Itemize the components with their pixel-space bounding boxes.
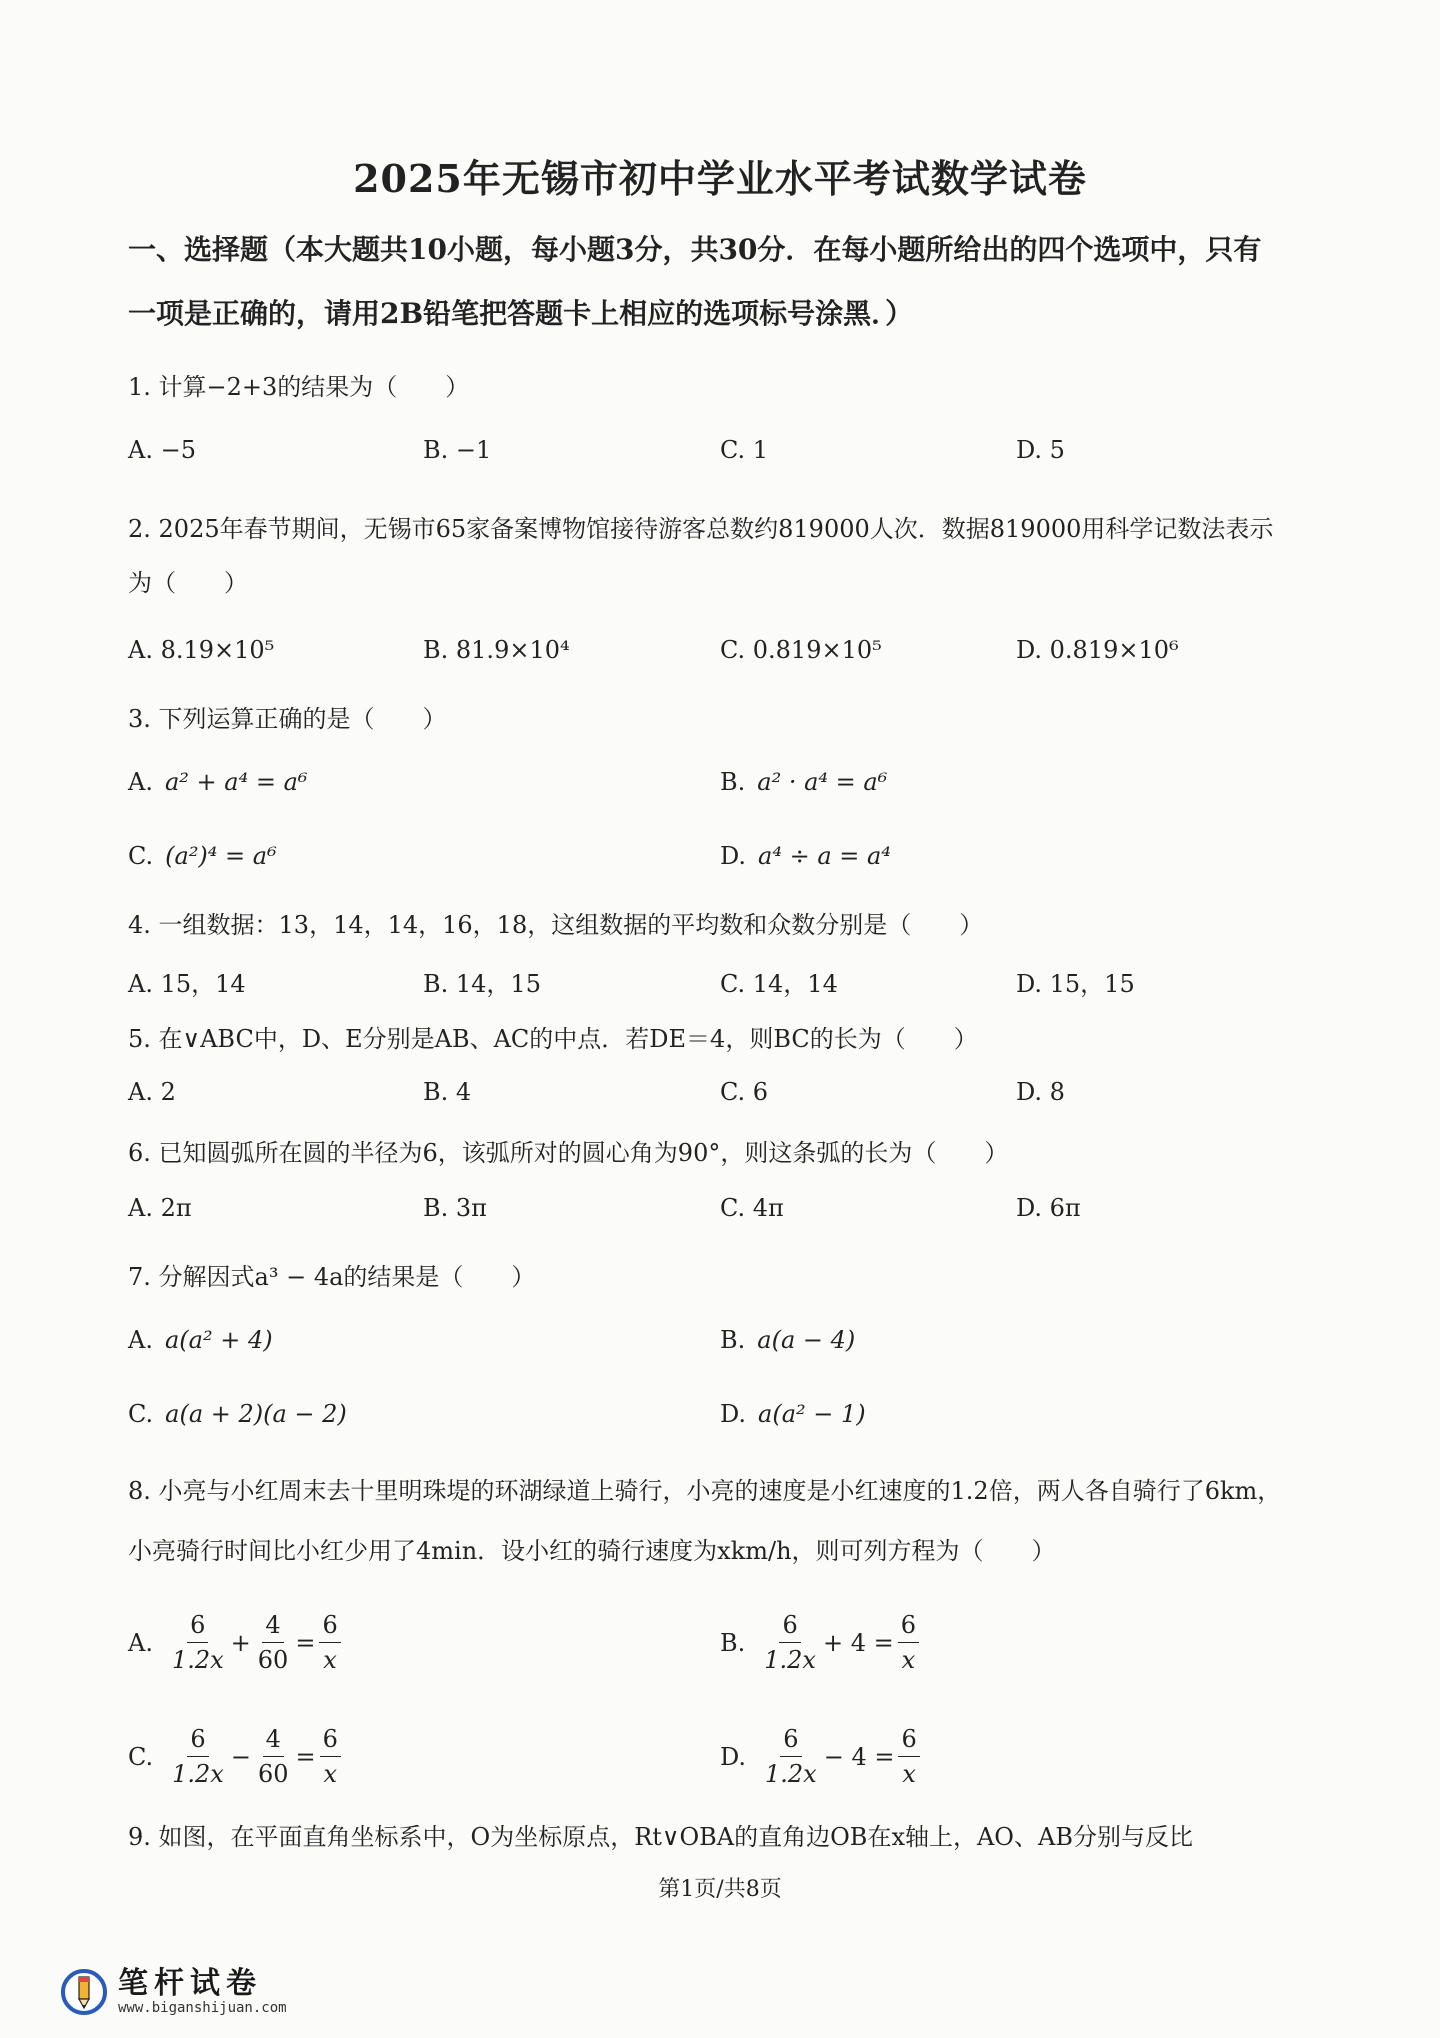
page-footer: 第1页/共8页: [658, 1877, 782, 1902]
option-d: D. 5: [1016, 436, 1065, 464]
option-expression: a(a² − 1): [758, 1400, 866, 1428]
exam-title: 2025年无锡市初中学业水平考试数学试卷: [353, 156, 1087, 201]
option-label: A.: [128, 1628, 153, 1657]
brand-url: www.biganshijuan.com: [118, 2000, 287, 2016]
option-expression: a(a² + 4): [164, 1326, 273, 1354]
option-label: B.: [720, 1628, 746, 1657]
operator: −: [230, 1742, 251, 1771]
option-a: A. −5: [128, 436, 196, 464]
question-1-stem: 1. 计算−2+3的结果为（ ）: [128, 373, 470, 401]
option-label: B.: [720, 1326, 746, 1354]
question-5-options: [128, 1078, 1328, 1128]
option-c: [128, 1400, 347, 1428]
option-label: D.: [720, 1400, 747, 1428]
option-a: A. 2π: [128, 1194, 192, 1222]
option-d: D. 15，15: [1016, 970, 1135, 998]
question-4-stem: 4. 一组数据：13，14，14，16，18，这组数据的平均数和众数分别是（ ）: [128, 911, 984, 939]
option-label: C.: [128, 842, 154, 870]
fraction: $\frac{4}{60}$: [255, 1722, 292, 1791]
option-label: C.: [128, 1400, 154, 1428]
option-expression: a(a − 4): [757, 1326, 856, 1354]
fraction: $\frac{6}{x}$: [898, 1608, 919, 1677]
option-a: [128, 768, 308, 796]
fraction: $\frac{6}{1.2x}$: [762, 1722, 820, 1791]
brand-text: [118, 1968, 287, 2016]
question-2-stem-line2: 为（ ）: [128, 569, 248, 597]
fraction: $\frac{6}{1.2x}$: [169, 1608, 227, 1677]
section-heading-line2: 一项是正确的，请用2B铅笔把答题卡上相应的选项标号涂黑．）: [128, 297, 914, 330]
option-d: D. 0.819×10⁶: [1016, 636, 1179, 664]
operator: =: [295, 1628, 316, 1657]
question-8-stem-line1: 8. 小亮与小红周末去十里明珠堤的环湖绿道上骑行，小亮的速度是小红速度的1.2倍，两人各自骑行了6km，: [128, 1477, 1282, 1505]
question-5-stem: 5. 在∨ABC中，D、E分别是AB、AC的中点．若DE＝4，则BC的长为（ ）: [128, 1025, 978, 1053]
question-2-stem-line1: 2. 2025年春节期间，无锡市65家备案博物馆接待游客总数约819000人次．数据819000用科学记数法表示: [128, 515, 1274, 543]
section-heading-line1: 一、选择题（本大题共10小题，每小题3分，共30分．在每小题所给出的四个选项中，只有: [128, 233, 1262, 266]
option-c: C. 14，14: [720, 970, 838, 998]
question-7-options-row2: [128, 1400, 1328, 1450]
question-3-options-row2: [128, 842, 1328, 892]
option-c: C. 0.819×10⁵: [720, 636, 882, 664]
option-label: B.: [720, 768, 746, 796]
option-d: D. 8: [1016, 1078, 1065, 1106]
question-9-stem: 9. 如图，在平面直角坐标系中，O为坐标原点，Rt∨OBA的直角边OB在x轴上，AO、AB分别与反比: [128, 1823, 1193, 1851]
operator: − 4 =: [823, 1742, 895, 1771]
option-b: [720, 1326, 855, 1354]
fraction: $\frac{6}{x}$: [320, 1722, 341, 1791]
fraction: $\frac{4}{60}$: [255, 1608, 292, 1677]
option-b: B. 4: [423, 1078, 472, 1106]
option-d: [720, 1400, 866, 1428]
option-b: B. −1: [423, 436, 492, 464]
option-c: C. 1: [720, 436, 769, 464]
option-label: D.: [720, 842, 747, 870]
option-c: [128, 842, 277, 870]
option-label: C.: [128, 1742, 154, 1771]
option-label: A.: [128, 1326, 153, 1354]
option-b: B. 3π: [423, 1194, 487, 1222]
question-8-options-row2: [128, 1722, 1328, 1802]
option-a: [128, 1326, 273, 1354]
question-7-stem: 7. 分解因式a³ − 4a的结果是（ ）: [128, 1263, 536, 1291]
option-a: [128, 1608, 345, 1677]
brand-name: 笔杆试卷: [118, 1966, 262, 2001]
fraction: $\frac{6}{1.2x}$: [761, 1608, 819, 1677]
question-7-options-row1: [128, 1326, 1328, 1376]
option-a: A. 8.19×10⁵: [128, 636, 275, 664]
option-expression: a² + a⁴ = a⁶: [164, 768, 308, 796]
question-8-options-row1: [128, 1608, 1328, 1688]
option-expression: a(a + 2)(a − 2): [165, 1400, 347, 1428]
option-label: D.: [720, 1742, 747, 1771]
option-label: A.: [128, 768, 153, 796]
option-c: C. 6: [720, 1078, 769, 1106]
fraction: $\frac{6}{x}$: [898, 1722, 919, 1791]
option-expression: a² · a⁴ = a⁶: [757, 768, 888, 796]
question-6-options: [128, 1194, 1328, 1244]
option-b: B. 81.9×10⁴: [423, 636, 570, 664]
option-a: A. 2: [128, 1078, 176, 1106]
option-b: [720, 768, 887, 796]
question-3-stem: 3. 下列运算正确的是（ ）: [128, 705, 447, 733]
fraction: $\frac{6}{1.2x}$: [169, 1722, 227, 1791]
option-a: A. 15，14: [128, 970, 246, 998]
question-4-options: [128, 964, 1328, 1014]
option-b: B. 14，15: [423, 970, 541, 998]
option-c: C. 4π: [720, 1194, 784, 1222]
option-d: [720, 1722, 924, 1791]
question-6-stem: 6. 已知圆弧所在圆的半径为6，该弧所对的圆心角为90°，则这条弧的长为（ ）: [128, 1139, 1009, 1167]
operator: + 4 =: [822, 1628, 894, 1657]
question-8-stem-line2: 小亮骑行时间比小红少用了4min．设小红的骑行速度为xkm/h，则可列方程为（ ）: [128, 1537, 1056, 1565]
option-c: [128, 1722, 345, 1791]
operator: =: [295, 1742, 316, 1771]
pencil-badge-icon: [60, 1968, 108, 2016]
option-d: [720, 842, 891, 870]
option-expression: a⁴ ÷ a = a⁴: [758, 842, 891, 870]
fraction: $\frac{6}{x}$: [319, 1608, 340, 1677]
question-1-options: [128, 436, 1328, 486]
option-b: [720, 1608, 923, 1677]
option-d: D. 6π: [1016, 1194, 1081, 1222]
option-expression: (a²)⁴ = a⁶: [165, 842, 277, 870]
brand-logo: [60, 1968, 287, 2016]
operator: +: [230, 1628, 251, 1657]
question-2-options: [128, 636, 1328, 686]
question-3-options-row1: [128, 768, 1328, 818]
